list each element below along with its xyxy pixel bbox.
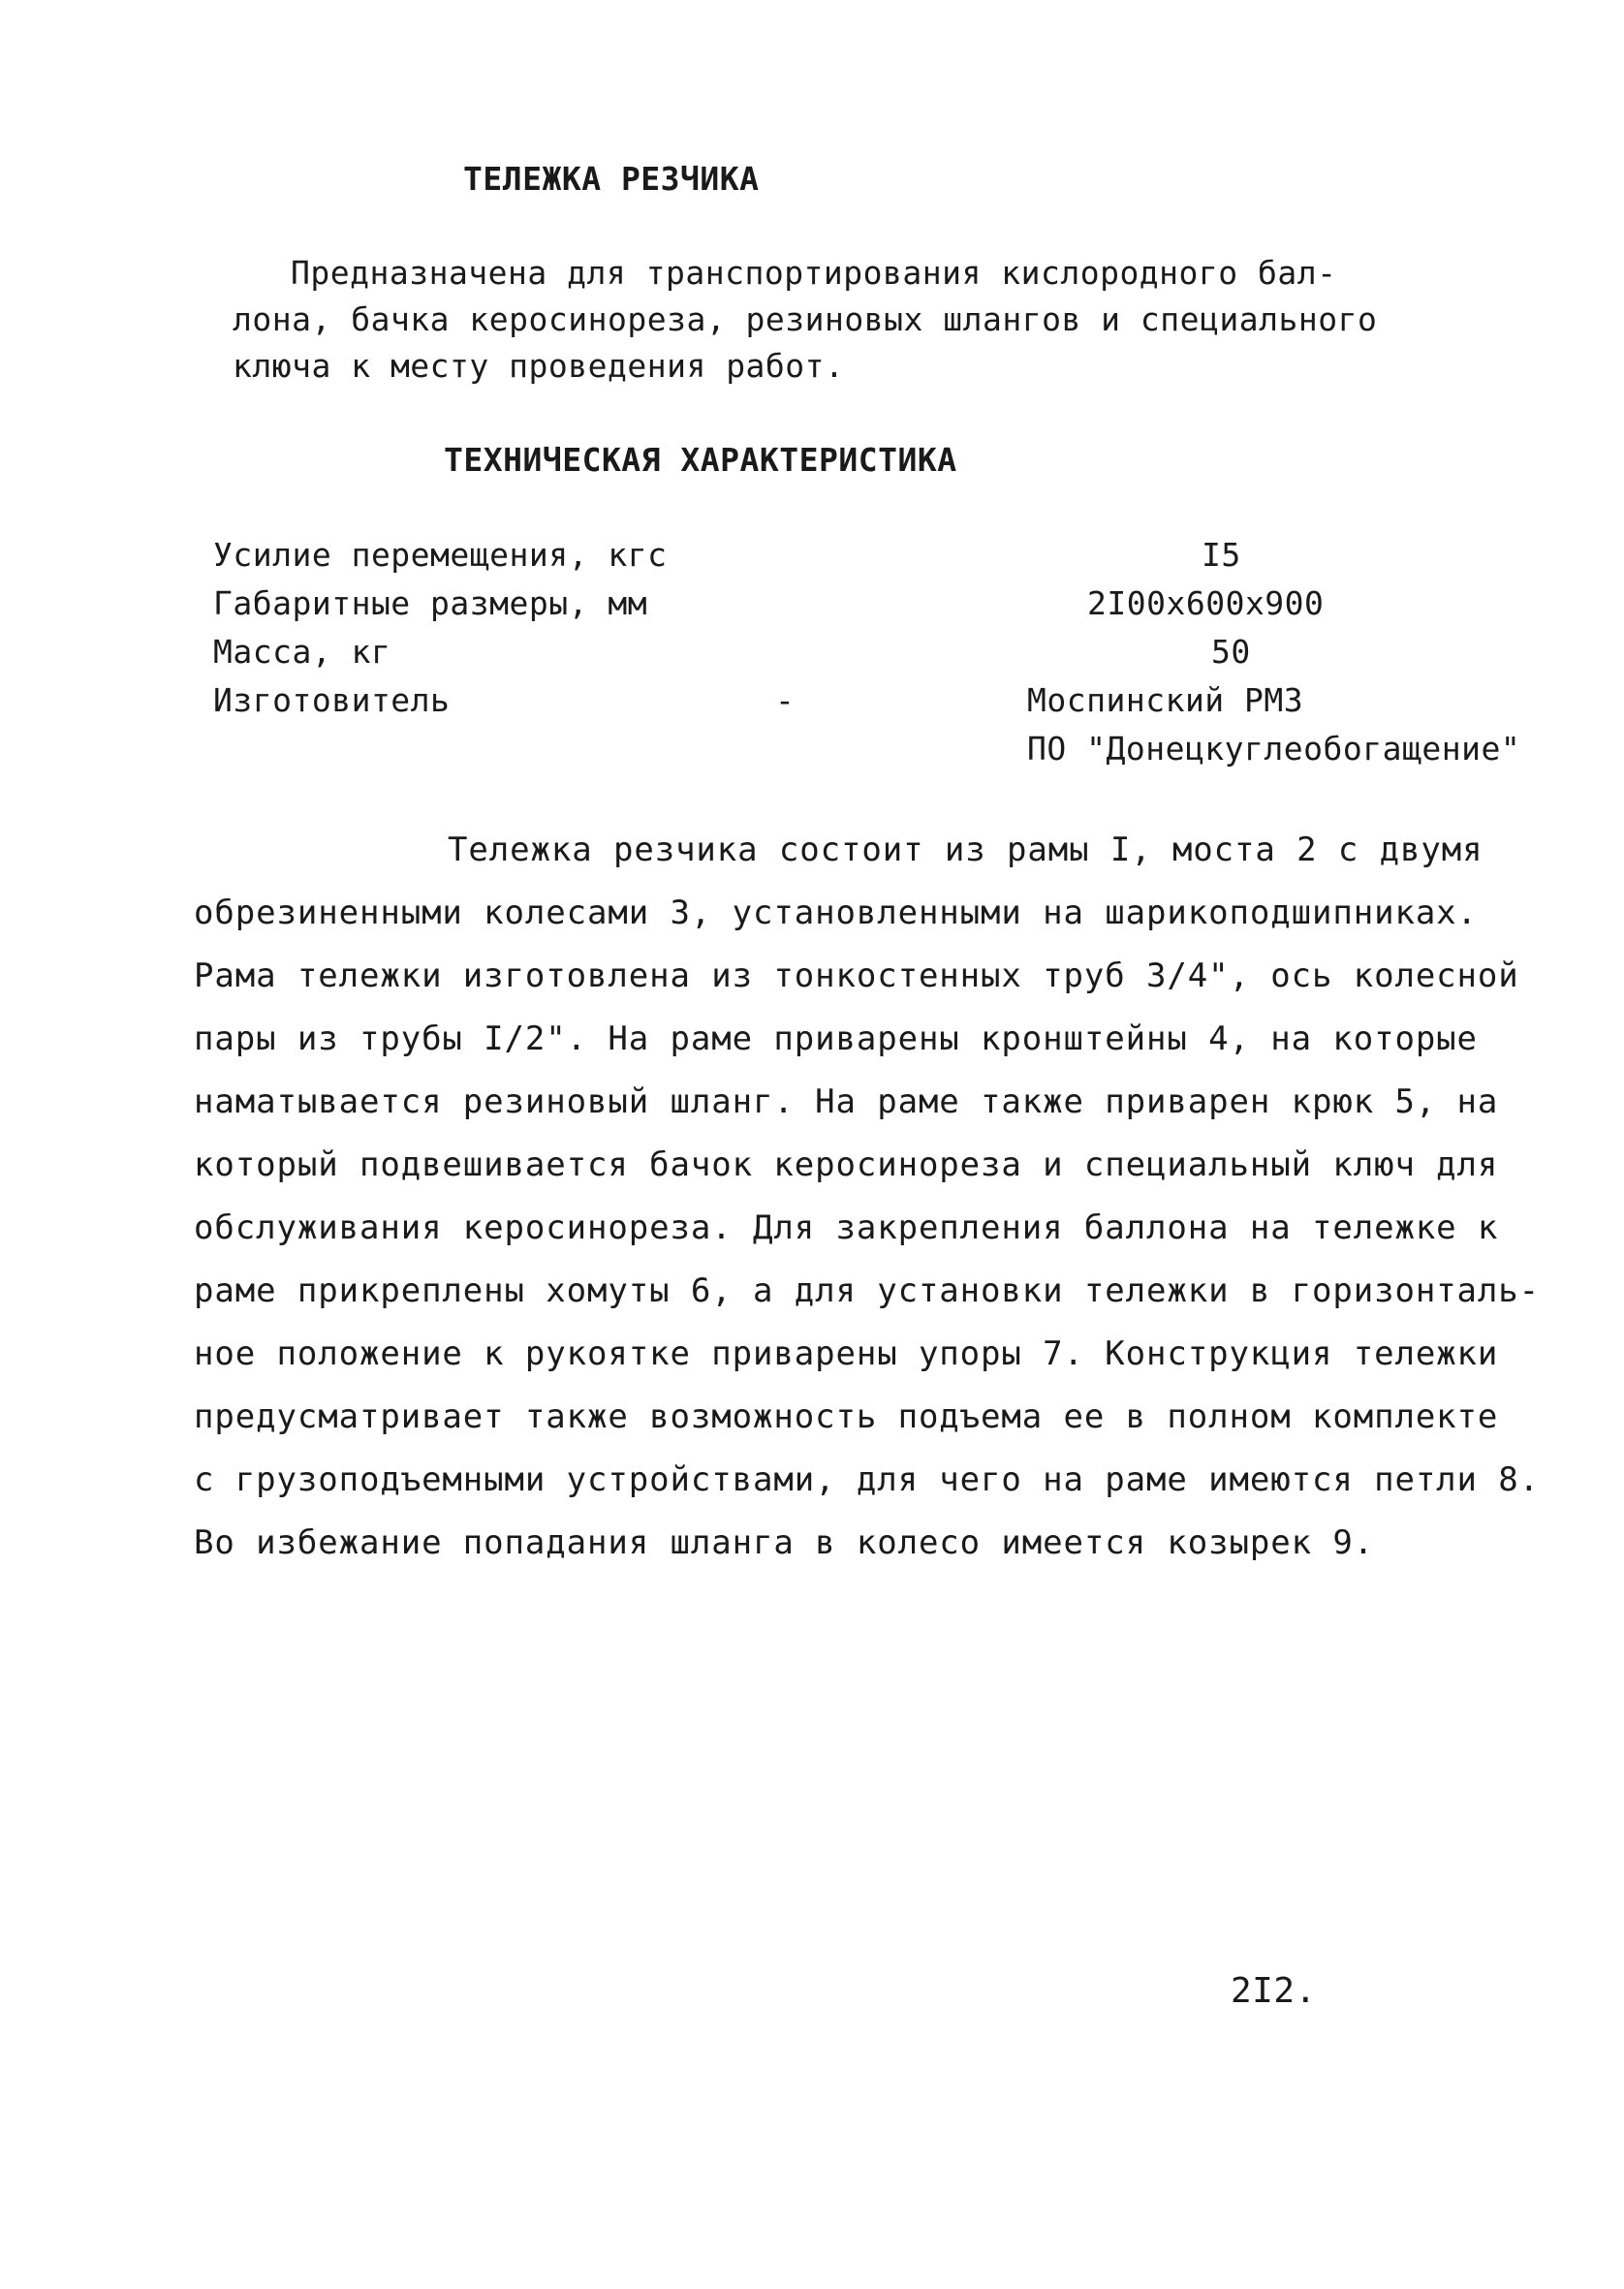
body-text-line: Тележка резчика состоит из рамы I, моста 2 с двумя (448, 831, 1483, 869)
spec-value-manufacturer-org: ПО "Донецкуглеобогащение" (1027, 730, 1521, 768)
spec-value-dimensions: 2I00x600x900 (1087, 584, 1325, 622)
body-text-line: ное положение к рукоятке приварены упоры 7. Конструкция тележки (194, 1334, 1499, 1373)
body-text-line: пары из трубы I/2". На раме приварены кронштейны 4, на которые (194, 1019, 1478, 1058)
spec-value-force: I5 (1202, 536, 1241, 574)
body-text-line: Рама тележки изготовлена из тонкостенных труб 3/4", ось колесной (194, 956, 1519, 995)
body-text-line: предусматривает также возможность подъема ее в полном комплекте (194, 1397, 1499, 1436)
purpose-text-line: ключа к месту проведения работ. (233, 347, 845, 385)
purpose-text-line: лона, бачка керосинореза, резиновых шлангов и специального (233, 300, 1378, 338)
spec-label-mass: Масса, кг (213, 633, 391, 671)
body-text-line: с грузоподъемными устройствами, для чего на раме имеются петли 8. (194, 1460, 1541, 1499)
spec-label-dimensions: Габаритные размеры, мм (213, 584, 648, 622)
spec-dash: - (775, 681, 796, 719)
body-text-line: который подвешивается бачок керосинореза и специальный ключ для (194, 1145, 1499, 1184)
specs-heading: ТЕХНИЧЕСКАЯ ХАРАКТЕРИСТИКА (444, 441, 957, 479)
document-title: ТЕЛЕЖКА РЕЗЧИКА (463, 160, 760, 198)
body-text-line: обслуживания керосинореза. Для закрепления баллона на тележке к (194, 1208, 1499, 1247)
spec-label-manufacturer: Изготовитель (213, 681, 451, 719)
spec-value-mass: 50 (1211, 633, 1251, 671)
body-text-line: обрезиненными колесами 3, установленными на шарикоподшипниках. (194, 894, 1478, 932)
body-text-line: Во избежание попадания шланга в колесо имеется козырек 9. (194, 1523, 1375, 1562)
spec-value-manufacturer: Моспинский РМЗ (1027, 681, 1304, 719)
purpose-text-line: Предназначена для транспортирования кислородного бал- (291, 254, 1337, 292)
body-text-line: раме прикреплены хомуты 6, а для установки тележки в горизонталь- (194, 1271, 1541, 1310)
page-number: 2I2. (1231, 1971, 1317, 2011)
spec-label-force: Усилие перемещения, кгс (213, 536, 668, 574)
body-text-line: наматывается резиновый шланг. На раме также приварен крюк 5, на (194, 1082, 1499, 1121)
